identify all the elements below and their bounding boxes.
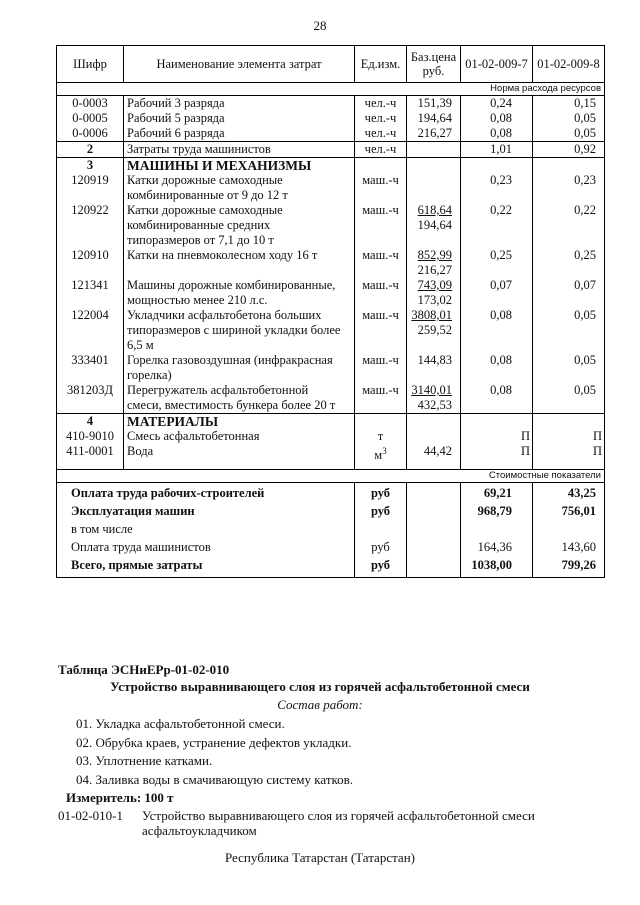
cost-row: [57, 537, 605, 555]
cell-b: 0,05: [533, 111, 605, 126]
work-step: 02. Обрубка краев, устранение дефектов укладки.: [76, 735, 352, 750]
header-name: Наименование элемента затрат: [124, 46, 355, 83]
cost-row: [57, 483, 605, 502]
item-code: 01-02-010-1: [58, 808, 123, 823]
page-number: 28: [313, 18, 327, 33]
cost-subheader-row: [57, 470, 605, 483]
cell-price: 618,64 194,64: [407, 203, 461, 248]
cell-price: 3140,01 432,53: [407, 383, 461, 414]
cost-name: Всего, прямые затраты: [57, 555, 355, 578]
cost-subheader: Стоимостные показатели: [57, 470, 605, 483]
cell-price: [407, 173, 461, 203]
cell-name: Рабочий 3 разряда: [124, 96, 355, 112]
cell-code: 120919: [57, 173, 124, 203]
cell-price: 151,39: [407, 96, 461, 112]
cell-name: Рабочий 6 разряда: [124, 126, 355, 142]
section-heading: Устройство выравнивающего слоя из горячей асфальтобетонной смеси: [110, 679, 530, 694]
cell-code: 0-0003: [57, 96, 124, 112]
cell-name: Горелка газовоздушная (инфракрасная горелка): [124, 353, 355, 383]
cell-price: 743,09 173,02: [407, 278, 461, 308]
table-row: [57, 173, 605, 203]
item-text-line: Устройство выравнивающего слоя из горячей асфальтобетонной смеси: [142, 808, 535, 823]
cost-name: в том числе: [57, 519, 355, 537]
cell-b: 0,92: [533, 142, 605, 158]
cost-a: 968,79: [461, 501, 533, 519]
table-title: Таблица ЭСНиЕРр-01-02-010: [58, 662, 230, 677]
cell-name: Перегружатель асфальтобетонной смеси, вместимость бункера более 20 т: [124, 383, 355, 414]
cell-a: 0,08: [461, 383, 533, 414]
cell-unit: чел.-ч: [355, 111, 407, 126]
cost-name: Эксплуатация машин: [57, 501, 355, 519]
table-row: [57, 126, 605, 142]
cost-unit: руб: [355, 537, 407, 555]
cell-code: 3: [57, 158, 124, 174]
cell-b: П: [533, 429, 605, 444]
cell-a: П: [461, 429, 533, 444]
cell-price: [407, 429, 461, 444]
cost-row: [57, 519, 605, 537]
cell-b: 0,05: [533, 308, 605, 353]
cell-code: 411-0001: [57, 444, 124, 463]
cell-b: 0,05: [533, 126, 605, 142]
cell-price: 44,42: [407, 444, 461, 463]
cell-a: 0,07: [461, 278, 533, 308]
materials-section-row: [57, 414, 605, 430]
cost-b: 756,01: [533, 501, 605, 519]
cell-unit: $м^3$: [355, 444, 407, 463]
cell-code: 2: [57, 142, 124, 158]
measure-unit: Измеритель: 100 т: [66, 790, 174, 805]
cell-unit: маш.-ч: [355, 278, 407, 308]
cost-row: [57, 501, 605, 519]
cell-unit: маш.-ч: [355, 308, 407, 353]
cell-a: 0,08: [461, 353, 533, 383]
header-col-a: 01-02-009-7: [461, 46, 533, 83]
cell-name: Укладчики асфальтобетона больших типоразмеров с шириной укладки более 6,5 м: [124, 308, 355, 353]
table-row: [57, 96, 605, 112]
cell-code: 122004: [57, 308, 124, 353]
cell-price: 852,99 216,27: [407, 248, 461, 278]
cell-unit: маш.-ч: [355, 173, 407, 203]
table-header-row: [57, 46, 605, 83]
section-title: МАШИНЫ И МЕХАНИЗМЫ: [124, 158, 355, 174]
cost-b: 143,60: [533, 537, 605, 555]
cell-price: [407, 142, 461, 158]
cell-unit: т: [355, 429, 407, 444]
cost-unit: руб: [355, 555, 407, 578]
cell-a: 0,25: [461, 248, 533, 278]
section-title: МАТЕРИАЛЫ: [124, 414, 355, 430]
cell-unit: маш.-ч: [355, 248, 407, 278]
cell-a: 0,08: [461, 308, 533, 353]
table-row: [57, 308, 605, 353]
cell-code: 381203Д: [57, 383, 124, 414]
cell-price: 216,27: [407, 126, 461, 142]
cell-code: 0-0005: [57, 111, 124, 126]
cell-unit: маш.-ч: [355, 383, 407, 414]
cell-name: Машины дорожные комбинированные, мощностью менее 210 л.с.: [124, 278, 355, 308]
cell-code: 410-9010: [57, 429, 124, 444]
cost-b: 43,25: [533, 483, 605, 502]
cell-unit: маш.-ч: [355, 203, 407, 248]
norm-subheader: Норма расхода ресурсов: [57, 83, 605, 96]
cell-price: 144,83: [407, 353, 461, 383]
table-row: [57, 248, 605, 278]
cell-code: 120922: [57, 203, 124, 248]
cost-unit: руб: [355, 501, 407, 519]
header-unit: Ед.изм.: [355, 46, 407, 83]
cost-a: 164,36: [461, 537, 533, 555]
table-row: [57, 278, 605, 308]
cost-name: Оплата труда машинистов: [57, 537, 355, 555]
work-composition-title: Состав работ:: [277, 697, 363, 712]
cell-b: П: [533, 444, 605, 463]
page-footer: Республика Татарстан (Татарстан): [225, 850, 415, 865]
table-row: [57, 383, 605, 414]
cell-code: 0-0006: [57, 126, 124, 142]
cost-row: [57, 555, 605, 578]
cost-unit: руб: [355, 483, 407, 502]
cost-b: 799,26: [533, 555, 605, 578]
cell-a: 0,22: [461, 203, 533, 248]
cell-b: 0,07: [533, 278, 605, 308]
cell-a: 0,24: [461, 96, 533, 112]
cell-b: 0,15: [533, 96, 605, 112]
work-step: 04. Заливка воды в смачивающую систему катков.: [76, 772, 354, 787]
cell-a: 0,08: [461, 126, 533, 142]
header-col-b: 01-02-009-8: [533, 46, 605, 83]
machines-section-row: [57, 158, 605, 174]
work-step: 03. Уплотнение катками.: [76, 753, 213, 768]
cell-code: 4: [57, 414, 124, 430]
table-row: [57, 444, 605, 463]
cell-name: Катки дорожные самоходные комбинированные средних типоразмеров от 7,1 до 10 т: [124, 203, 355, 248]
norm-subheader-row: [57, 83, 605, 96]
work-step: 01. Укладка асфальтобетонной смеси.: [76, 716, 285, 731]
cell-b: 0,22: [533, 203, 605, 248]
cell-b: 0,25: [533, 248, 605, 278]
table-row: [57, 203, 605, 248]
cell-b: 0,05: [533, 353, 605, 383]
header-code: Шифр: [57, 46, 124, 83]
cell-name: Рабочий 5 разряда: [124, 111, 355, 126]
header-base-price: Баз.цена руб.: [407, 46, 461, 83]
table-row: [57, 429, 605, 444]
cell-unit: чел.-ч: [355, 96, 407, 112]
cell-code: 121341: [57, 278, 124, 308]
cost-a: 69,21: [461, 483, 533, 502]
cell-a: П: [461, 444, 533, 463]
cell-b: 0,23: [533, 173, 605, 203]
cell-a: 1,01: [461, 142, 533, 158]
cell-name: Катки на пневмоколесном ходу 16 т: [124, 248, 355, 278]
cell-unit: маш.-ч: [355, 353, 407, 383]
cell-name: Затраты труда машинистов: [124, 142, 355, 158]
cell-a: 0,23: [461, 173, 533, 203]
cost-a: 1038,00: [461, 555, 533, 578]
cell-name: Смесь асфальтобетонная: [124, 429, 355, 444]
cell-unit: чел.-ч: [355, 126, 407, 142]
cell-name: Катки дорожные самоходные комбинированные от 9 до 12 т: [124, 173, 355, 203]
machinists-row: [57, 142, 605, 158]
cell-price: 194,64: [407, 111, 461, 126]
cell-code: 333401: [57, 353, 124, 383]
resource-norms-table: [56, 45, 605, 578]
table-row: [57, 111, 605, 126]
cell-code: 120910: [57, 248, 124, 278]
cost-name: Оплата труда рабочих-строителей: [57, 483, 355, 502]
cell-unit: чел.-ч: [355, 142, 407, 158]
cell-price: 3808,01 259,52: [407, 308, 461, 353]
item-text-line: асфальтоукладчиком: [142, 823, 257, 838]
cell-a: 0,08: [461, 111, 533, 126]
cell-name: Вода: [124, 444, 355, 463]
table-row: [57, 353, 605, 383]
cell-b: 0,05: [533, 383, 605, 414]
